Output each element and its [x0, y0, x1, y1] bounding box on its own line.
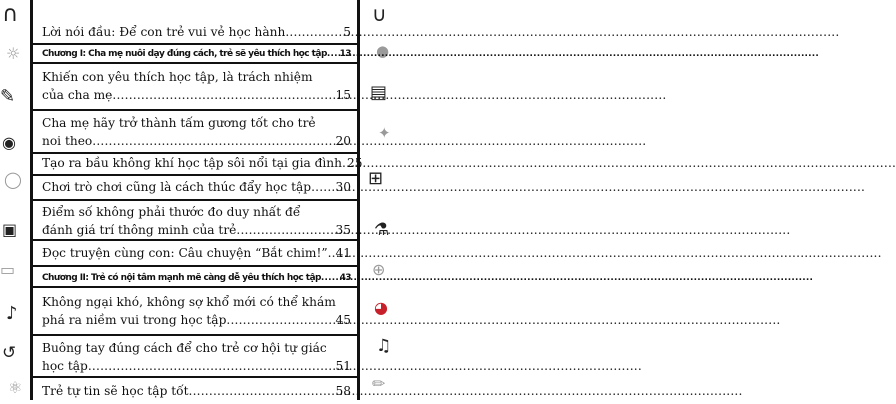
toc-entry-title-cont: học tập [42, 358, 88, 373]
toc-entry-page: 45 [335, 312, 351, 327]
toc-entry-title-cont: phá ra niềm vui trong học tập [42, 312, 227, 327]
toc-entry [33, 176, 357, 201]
loop-arrow-icon: ↺ [2, 343, 17, 363]
pie-chart-icon: ◕ [374, 298, 388, 317]
magnet-icon: ∪ [372, 2, 387, 26]
drop-icon: ● [376, 42, 390, 60]
toc-entry-page: 58 [335, 384, 351, 398]
toc-entry-title: Tạo ra bầu không khí học tập sôi nổi tại gia đình [42, 156, 343, 170]
toc-chapter-2 [33, 267, 357, 288]
toc-entry-page: 41 [335, 246, 351, 260]
toc-entry-page: 13 [339, 49, 351, 59]
toc-entry [33, 111, 357, 154]
toc-entry-title: Lời nói đầu: Để con trẻ vui vẻ học hành [42, 25, 286, 39]
toc-chapter-title: Chương I: Cha mẹ nuôi dạy đúng cách, trẻ sẽ yêu thích học tập [42, 49, 327, 59]
toc-entry [33, 241, 357, 267]
toc-entry-title: Chơi trò chơi cũng là cách thúc đẩy học tập [42, 180, 312, 194]
atom-icon: ⚛ [8, 378, 23, 397]
drop-icon: ◉ [2, 133, 16, 152]
toc-entry-page: 5 [343, 25, 351, 39]
toc-entry-title-cont: đánh giá trí thông minh của trẻ [42, 222, 237, 237]
toc-entry-title: Điểm số không phải thước đo duy nhất để [42, 205, 301, 219]
toc-entry-foreword [33, 20, 357, 45]
toc-entry-title: Không ngại khó, không sợ khổ mới có thể khám [42, 295, 336, 309]
magnet-icon: ∩ [2, 2, 19, 27]
toc-entry [33, 201, 357, 241]
toc-entry-title-cont: noi theo [42, 133, 93, 148]
ruler-icon: ▭ [0, 260, 16, 279]
toc-entry [33, 64, 357, 111]
toc-entry [33, 288, 357, 336]
pencil-icon: ✎ [0, 86, 16, 107]
toc-entry-page: 15 [335, 87, 351, 102]
toc-chapter-1 [33, 45, 357, 64]
toc-chapter-title: Chương II: Trẻ có nội tâm mạnh mẽ càng dễ yêu thích học tập [42, 273, 321, 283]
toc-entry-page: 51 [335, 358, 351, 373]
toc-entry [33, 336, 357, 378]
book-icon: ▤ [370, 82, 388, 103]
music-note-icon: ♫ [376, 336, 392, 356]
toc-entry-page: 20 [335, 133, 351, 148]
pencil-icon: ✏ [372, 374, 386, 393]
toc-entry-page: 35 [335, 222, 351, 237]
lightbulb-icon: ✦ [378, 124, 391, 142]
globe-icon: ⊕ [372, 260, 386, 279]
toc-entry-page: 30 [335, 180, 351, 194]
toc-entry-page: 25 [347, 156, 363, 170]
toc-entry-page: 43 [339, 273, 351, 283]
toc-entry-title: Đọc truyện cùng con: Câu chuyện “Bắt chim!” [42, 246, 328, 260]
square-icon: ▣ [2, 220, 18, 239]
toc-entry [33, 154, 363, 176]
toc-entry-title: Khiến con yêu thích học tập, là trách nhiệm [42, 70, 313, 84]
toc-entry-title-cont: của cha mẹ [42, 87, 113, 102]
lightbulb-icon: ☼ [6, 44, 21, 63]
music-note-icon: ♪ [6, 303, 18, 324]
gift-box-icon: ⊞ [368, 168, 384, 189]
book-page-scan [0, 0, 400, 400]
toc-entry [33, 378, 357, 404]
toc-page [30, 0, 363, 400]
bubble-icon: ◯ [4, 170, 22, 189]
toc-entry-title: Trẻ tự tin sẽ học tập tốt [42, 384, 189, 398]
flask-icon: ⚗ [374, 220, 390, 240]
toc-entry-title: Buông tay đúng cách để cho trẻ cơ hội tự giác [42, 341, 327, 355]
toc-entry-title: Cha mẹ hãy trở thành tấm gương tốt cho trẻ [42, 116, 316, 130]
